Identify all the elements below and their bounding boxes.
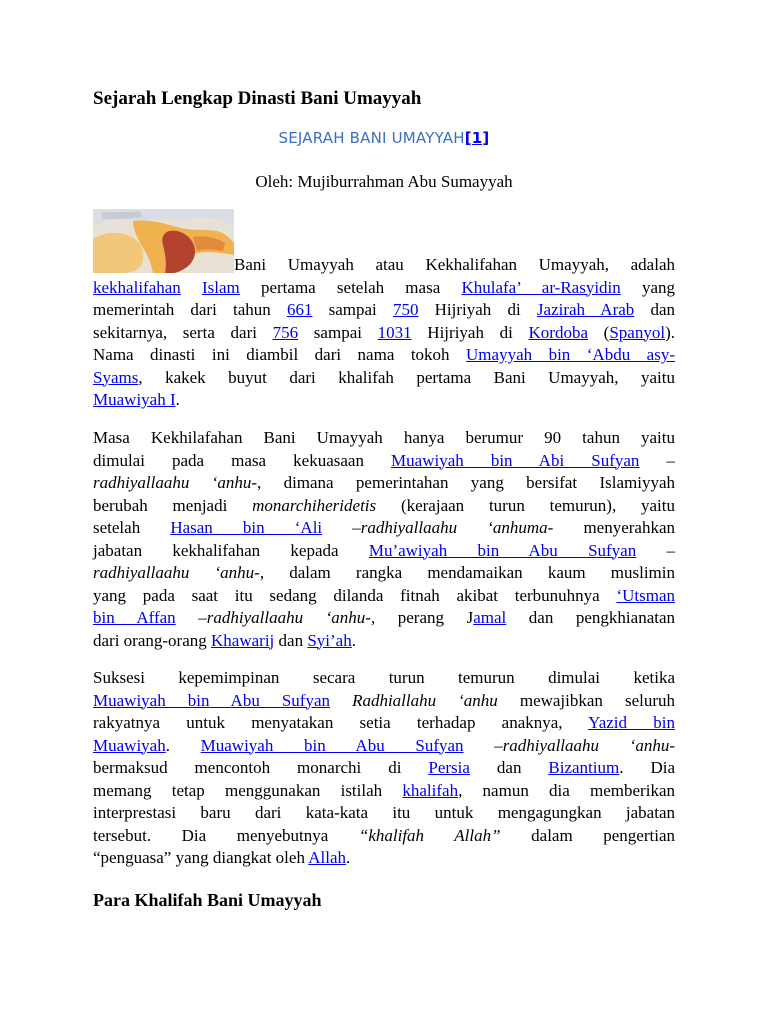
link-756[interactable]: 756 bbox=[272, 322, 299, 342]
paragraph-2: Masa Kekhilafahan Bani Umayyah hanya berumur 90 tahun yaitu dimulai pada masa kekuasaan Muawiyah bin Abi Sufyan – radhiyallaahu ‘anhu-, dimana pemerintahan yang bersifat Islamiyyah berubah menjadi monarchiheridetis (kerajaan turun temurun), yaitu setelah Hasan bin ‘Ali –radhiyallaahu ‘anhuma- menyerahkan jabatan kekhalifahan kepada Mu’awiyah bin Abu Sufyan – radhiyallaahu ‘anhu-, dalam rangka mendamaikan kaum muslimin yang pada saat itu sedang dilanda fitnah akibat terbunuhnya ‘Utsman bin Affan –radhiyallaahu ‘anhu-, perang Jamal dan pengkhianatan dari orang-orang Khawarij dan Syi’ah. bbox=[93, 428, 676, 650]
link-jamal[interactable]: amal bbox=[473, 608, 507, 627]
link-1031[interactable]: 1031 bbox=[377, 322, 412, 342]
paragraph-3: Suksesi kepemimpinan secara turun temurun dimulai ketika Muawiyah bin Abu Sufyan Radhiallahu ‘anhu mewajibkan seluruh rakyatnya untuk menyatakan setia terhadap anaknya, Yazid bin Muawiyah. Muawiyah bin Abu Sufyan –radhiyallaahu ‘anhu- bermaksud mencontoh monarchi di Persia dan Bizantium. Dia memang tetap menggunakan istilah khalifah, namun dia memberikan interprestasi baru dari kata-kata itu untuk mengagungkan jabatan tersebut. Dia menyebutnya “khalifah Allah” dalam pengertian “penguasa” yang diangkat oleh Allah. bbox=[93, 668, 675, 867]
section-heading bbox=[93, 127, 675, 149]
link-yazid[interactable]: Yazid bin bbox=[588, 713, 675, 732]
link-khulafa[interactable]: Khulafa’ ar-Rasyidin bbox=[461, 277, 621, 297]
link-khalifah[interactable]: khalifah bbox=[402, 780, 459, 800]
link-muawiyah-abi-sufyan[interactable]: Muawiyah bin Abi Sufyan bbox=[391, 450, 640, 470]
link-islam[interactable]: Islam bbox=[202, 277, 240, 297]
author-line: Oleh: Mujiburrahman Abu Sumayyah bbox=[255, 172, 513, 191]
heading-text: SEJARAH BANI UMAYYAH bbox=[278, 129, 465, 147]
link-kekhalifahan[interactable]: kekhalifahan bbox=[93, 277, 181, 297]
link-muawiyah-abu-sufyan-3[interactable]: Muawiyah bin Abu Sufyan bbox=[200, 735, 464, 755]
link-yazid-cont[interactable]: Muawiyah bbox=[93, 735, 166, 755]
link-umayyah-abdu[interactable]: Umayyah bin ‘Abdu asy- bbox=[466, 345, 675, 364]
link-utsman-cont[interactable]: bin Affan bbox=[93, 608, 176, 627]
link-muawiyah-abu-sufyan-2[interactable]: Muawiyah bin Abu Sufyan bbox=[93, 690, 331, 710]
footnote-link[interactable]: [1] bbox=[464, 129, 490, 147]
link-utsman[interactable]: ‘Utsman bbox=[616, 585, 675, 605]
paragraph-1: Bani Umayyah atau Kekhalifahan Umayyah, adalah kekhalifahan Islam pertama setelah masa Khulafa’ ar-Rasyidin yang memerintah dari tahun 661 sampai 750 Hijriyah di Jazirah Arab dan sekitarnya, serta dari 756 sampai 1031 Hijriyah di Kordoba (Spanyol). Nama dinasti ini diambil dari nama tokoh Umayyah bin ‘Abdu asy- Syams, kakek buyut dari khalifah pertama Bani Umayyah, yaitu Muawiyah I. bbox=[93, 255, 676, 409]
link-spanyol[interactable]: Spanyol bbox=[609, 322, 666, 342]
link-661[interactable]: 661 bbox=[286, 300, 313, 319]
link-jazirah-arab[interactable]: Jazirah Arab bbox=[536, 300, 635, 319]
link-khawarij[interactable]: Khawarij bbox=[211, 630, 275, 650]
link-muawiyah-bin-abu-sufyan[interactable]: Mu’awiyah bin Abu Sufyan bbox=[368, 540, 637, 560]
link-syiah[interactable]: Syi’ah bbox=[307, 630, 352, 650]
link-umayyah-abdu-cont[interactable]: Syams bbox=[93, 367, 139, 387]
link-allah[interactable]: Allah bbox=[308, 848, 347, 867]
link-bizantium[interactable]: Bizantium bbox=[548, 758, 620, 777]
link-muawiyah-i[interactable]: Muawiyah I bbox=[93, 390, 176, 409]
section-title-khalifah: Para Khalifah Bani Umayyah bbox=[93, 890, 322, 910]
link-persia[interactable]: Persia bbox=[428, 758, 470, 777]
link-hasan-bin-ali[interactable]: Hasan bin ‘Ali bbox=[170, 518, 323, 537]
link-750[interactable]: 750 bbox=[392, 300, 419, 319]
link-kordoba[interactable]: Kordoba bbox=[528, 322, 589, 342]
document-title: Sejarah Lengkap Dinasti Bani Umayyah bbox=[93, 88, 422, 109]
